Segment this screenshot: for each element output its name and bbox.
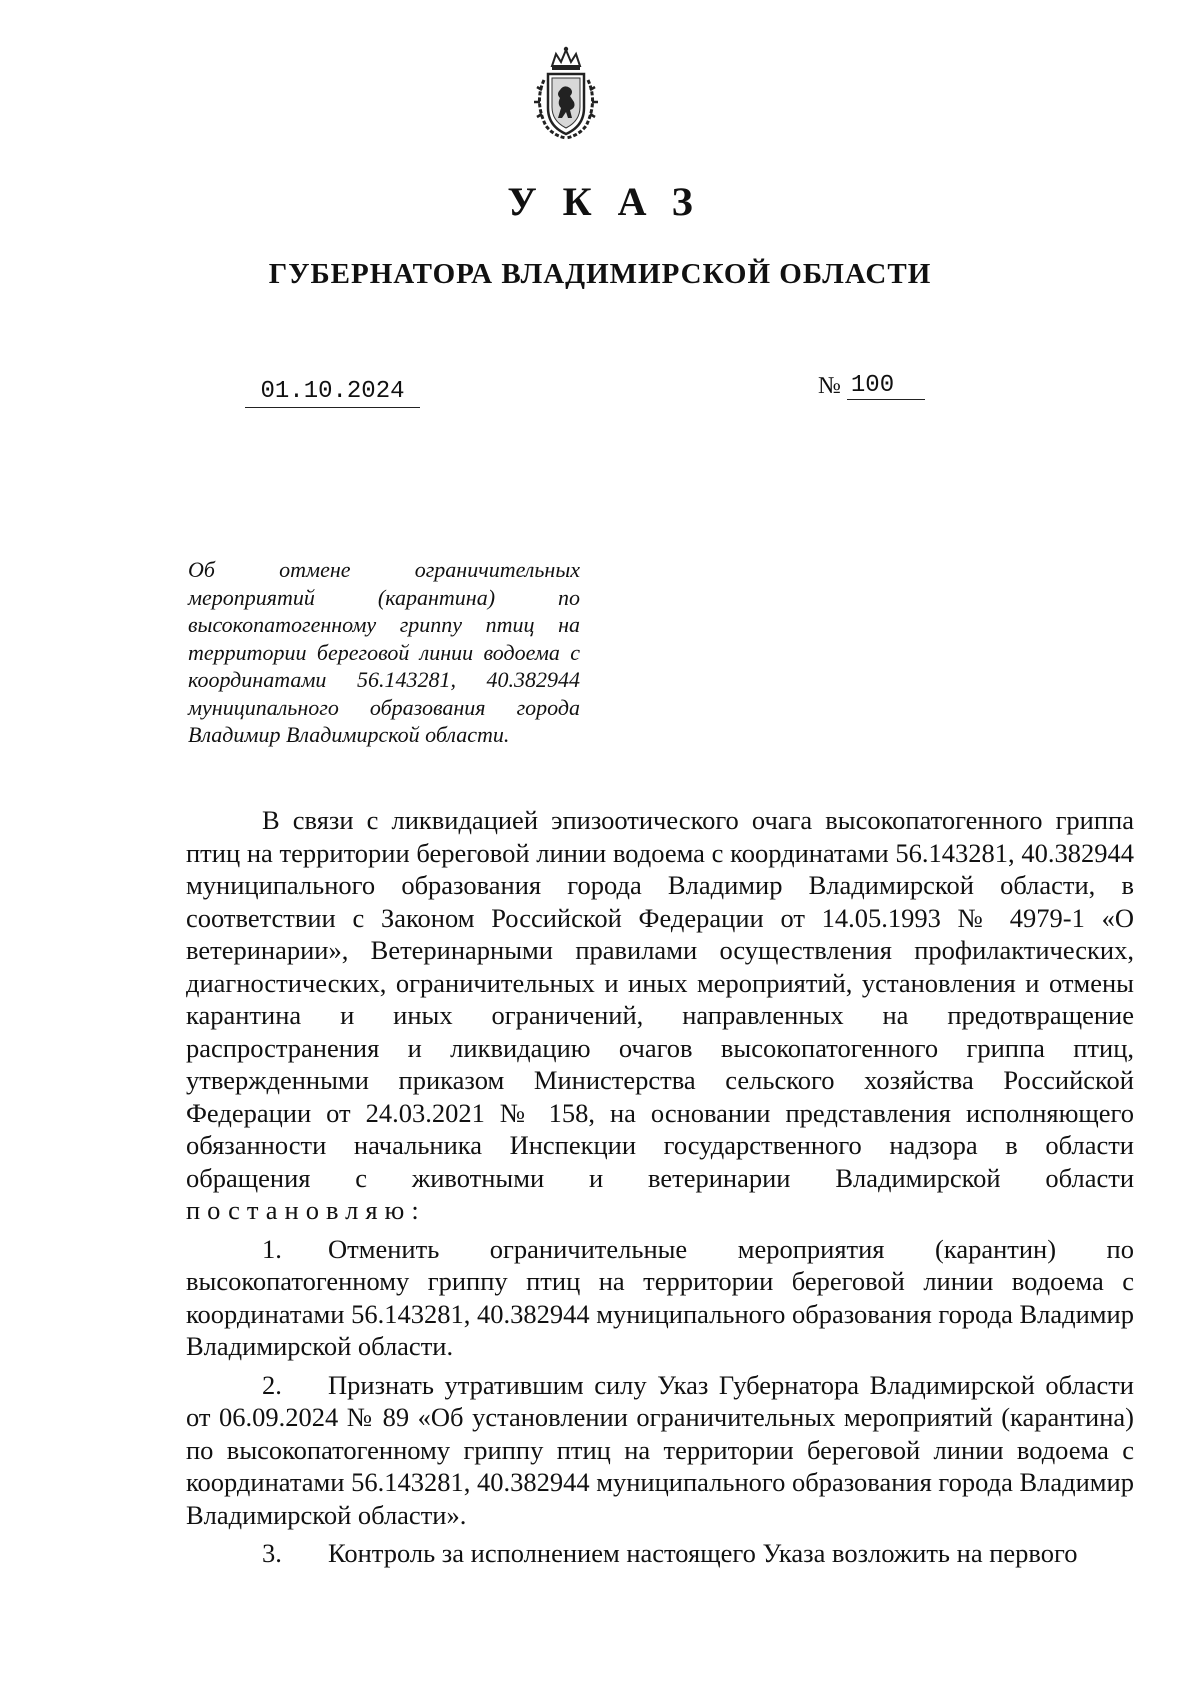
- document-number: [818, 372, 925, 400]
- document-title: УКАЗ: [507, 179, 719, 224]
- preamble-text: В связи с ликвидацией эпизоотического очага высокопатогенного гриппа птиц на территории береговой линии водоема с координатами 56.143281, 40.382944 муниципального образования города Владимир Владимирской области, в соответствии с Законом Российской Федерации от 14.05.1993 № 4979-1 «О ветеринарии», Ветеринарными правилами осуществления профилактических, диагностических, ограничительных и иных мероприятий, установления и отмены карантина и иных ограничений, направленных на предотвращение распространения и ликвидацию очагов высокопатогенного гриппа птиц, утвержденными приказом Министерства сельского хозяйства Российской Федерации от 24.03.2021 № 158, на основании представления исполняющего обязанности начальника Инспекции государственного надзора в области обращения с животными и ветеринарии Владимирской области: [186, 805, 1134, 1193]
- decree-word: постановляю:: [186, 1195, 426, 1225]
- item-text: Отменить ограничительные мероприятия (карантин) по высокопатогенному гриппу птиц на территории береговой линии водоема с координатами 56.143281, 40.382944 муниципального образования города Владимир Владимирской области.: [186, 1233, 1134, 1361]
- coat-of-arms-icon: [530, 46, 602, 142]
- item-number: 1.: [262, 1233, 282, 1264]
- document-subtitle: ГУБЕРНАТОРА ВЛАДИМИРСКОЙ ОБЛАСТИ: [268, 258, 932, 290]
- document-date: 01.10.2024: [245, 378, 420, 408]
- preamble-paragraph: [186, 804, 1134, 1227]
- list-item: [186, 1537, 1134, 1570]
- list-item: [186, 1369, 1134, 1532]
- list-item: [186, 1233, 1134, 1363]
- item-text: Контроль за исполнением настоящего Указа возложить на первого: [328, 1538, 1078, 1568]
- number-value: 100: [847, 372, 925, 400]
- item-number: 2.: [262, 1369, 282, 1400]
- item-number: 3.: [262, 1538, 282, 1568]
- document-subject: Об отмене ограничительных мероприятий (карантина) по высокопатогенному гриппу птиц на территории береговой линии водоема с координатами 56.143281, 40.382944 муниципального образования города Владимир Владимирской области.: [188, 557, 580, 747]
- number-sign: №: [818, 373, 841, 399]
- document-body: [186, 804, 1134, 1570]
- item-text: Признать утратившим силу Указ Губернатора Владимирской области от 06.09.2024 № 89 «Об установлении ограничительных мероприятий (карантина) по высокопатогенному гриппу птиц на территории береговой линии водоема с координатами 56.143281, 40.382944 муниципального образования города Владимир Владимирской области».: [186, 1369, 1134, 1530]
